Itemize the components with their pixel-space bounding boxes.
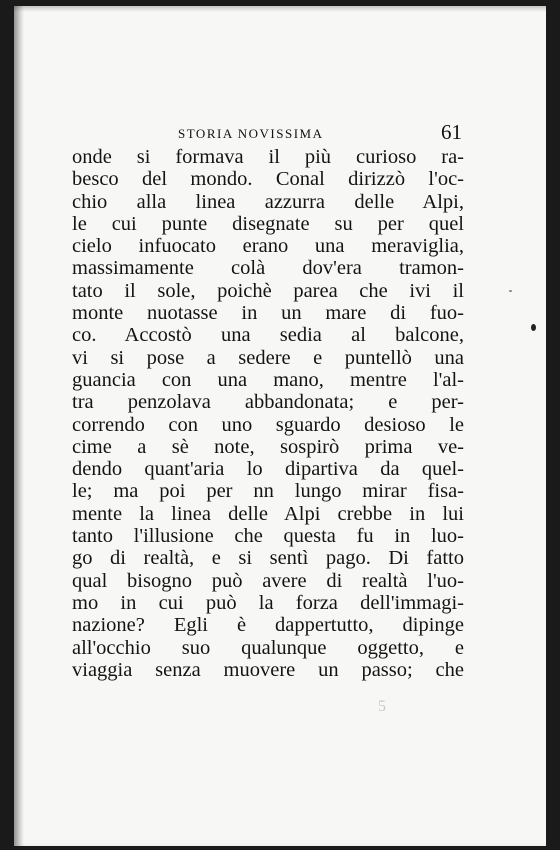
text-line: mo in cui può la forza dell'immagi- <box>72 591 464 614</box>
text-line: qual bisogno può avere di realtà l'uo- <box>72 569 464 592</box>
text-line: cime a sè note, sospirò prima ve- <box>72 435 464 458</box>
text-line: besco del mondo. Conal dirizzò l'oc- <box>72 168 464 191</box>
page-number: 61 <box>441 120 462 144</box>
body-text <box>72 146 464 681</box>
text-line: viaggia senza muovere un passo; che <box>72 658 464 681</box>
page-header <box>72 120 462 144</box>
faint-page-mark: 5 <box>378 698 386 715</box>
text-line: nazione? Egli è dappertutto, dipinge <box>72 614 464 637</box>
text-line: monte nuotasse in un mare di fuo- <box>72 302 464 325</box>
text-line: mente la linea delle Alpi crebbe in lui <box>72 502 464 525</box>
ink-speck <box>531 324 536 331</box>
text-line: massimamente colà dov'era tramon- <box>72 257 464 280</box>
gutter-shadow <box>14 6 24 846</box>
text-line: chio alla linea azzurra delle Alpi, <box>72 190 464 213</box>
text-line: dendo quant'aria lo dipartiva da quel- <box>72 458 464 481</box>
text-line: le; ma poi per nn lungo mirar fisa- <box>72 480 464 503</box>
running-title: STORIA NOVISSIMA <box>178 126 324 141</box>
text-line: tato il sole, poichè parea che ivi il <box>72 279 464 302</box>
text-line: tanto l'illusione che questa fu in luo- <box>72 525 464 548</box>
page-top-edge <box>14 6 546 12</box>
text-line: correndo con uno sguardo desioso le <box>72 413 464 436</box>
book-page <box>14 6 546 846</box>
text-line: vi si pose a sedere e puntellò una <box>72 346 464 369</box>
ink-speck <box>509 290 512 292</box>
text-line: cielo infuocato erano una meraviglia, <box>72 235 464 258</box>
text-line: tra penzolava abbandonata; e per- <box>72 391 464 414</box>
text-line: go di realtà, e si sentì pago. Di fatto <box>72 547 464 570</box>
text-line: all'occhio suo qualunque oggetto, e <box>72 636 464 659</box>
text-line: le cui punte disegnate su per quel <box>72 212 464 235</box>
text-line: onde si formava il più curioso ra- <box>72 146 464 168</box>
text-line: guancia con una mano, mentre l'al- <box>72 368 464 391</box>
text-line: co. Accostò una sedia al balcone, <box>72 324 464 347</box>
